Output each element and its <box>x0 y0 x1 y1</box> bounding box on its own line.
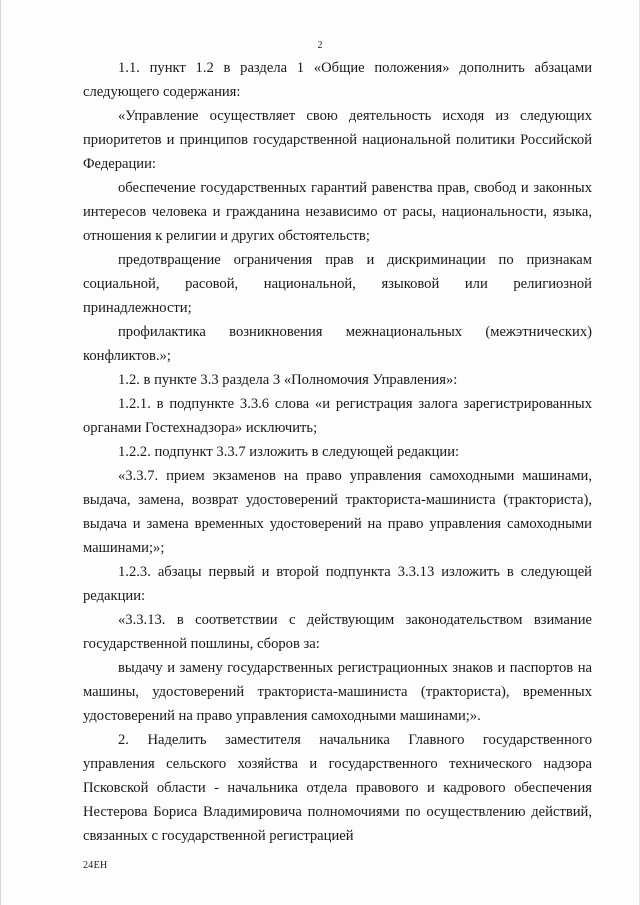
paragraph-fees-list: выдачу и замену государственных регистрационных знаков и паспортов на машины, удостоверений тракториста-машиниста (тракториста), временных удостоверений на право управления самоходными машинами;». <box>83 660 592 724</box>
paragraph-equality-guarantees: обеспечение государственных гарантий равенства прав, свобод и законных интересов человека и гражданина независимо от расы, национальности, языка, отношения к религии и других обстоятельств; <box>83 180 592 244</box>
paragraph-2: 2. Наделить заместителя начальника Главного государственного управления сельского хозяйства и государственного технического надзора Псковской области - начальника отдела правового и кадрового обеспечения Нестерова Бориса Владимировича полномочиями по осуществлению действий, связанных с государственной регистрацией <box>83 732 592 844</box>
paragraph-1-2-1: 1.2.1. в подпункте 3.3.6 слова «и регистрация залога зарегистрированных органами Гостехнадзора» исключить; <box>83 396 592 436</box>
paragraph-quote-principles: «Управление осуществляет свою деятельность исходя из следующих приоритетов и принципов государственной национальной политики Российской Федерации: <box>83 108 592 172</box>
paragraph-3-3-13: «3.3.13. в соответствии с действующим законодательством взимание государственной пошлины, сборов за: <box>83 612 592 652</box>
paragraph-conflict-prevention: профилактика возникновения межнациональных (межэтнических) конфликтов.»; <box>83 324 592 364</box>
paragraph-1-1: 1.1. пункт 1.2 в раздела 1 «Общие положения» дополнить абзацами следующего содержания: <box>83 60 592 100</box>
paragraph-discrimination-prevention: предотвращение ограничения прав и дискриминации по признакам социальной, расовой, национальной, языковой или религиозной принадлежности; <box>83 252 592 316</box>
page-number: 2 <box>317 40 323 51</box>
paragraph-1-2: 1.2. в пункте 3.3 раздела 3 «Полномочия Управления»: <box>118 372 458 388</box>
footer-document-code: 24ЕН <box>83 860 108 871</box>
document-body <box>83 56 592 848</box>
paragraph-3-3-7: «3.3.7. прием экзаменов на право управления самоходными машинами, выдача, замена, возврат удостоверений тракториста-машиниста (тракториста), выдача и замена временных удостоверений на право управления самоходными машинами;»; <box>83 468 592 556</box>
paragraph-1-2-3: 1.2.3. абзацы первый и второй подпункта 3.3.13 изложить в следующей редакции: <box>83 564 592 604</box>
paragraph-1-2-2: 1.2.2. подпункт 3.3.7 изложить в следующей редакции: <box>118 444 460 460</box>
